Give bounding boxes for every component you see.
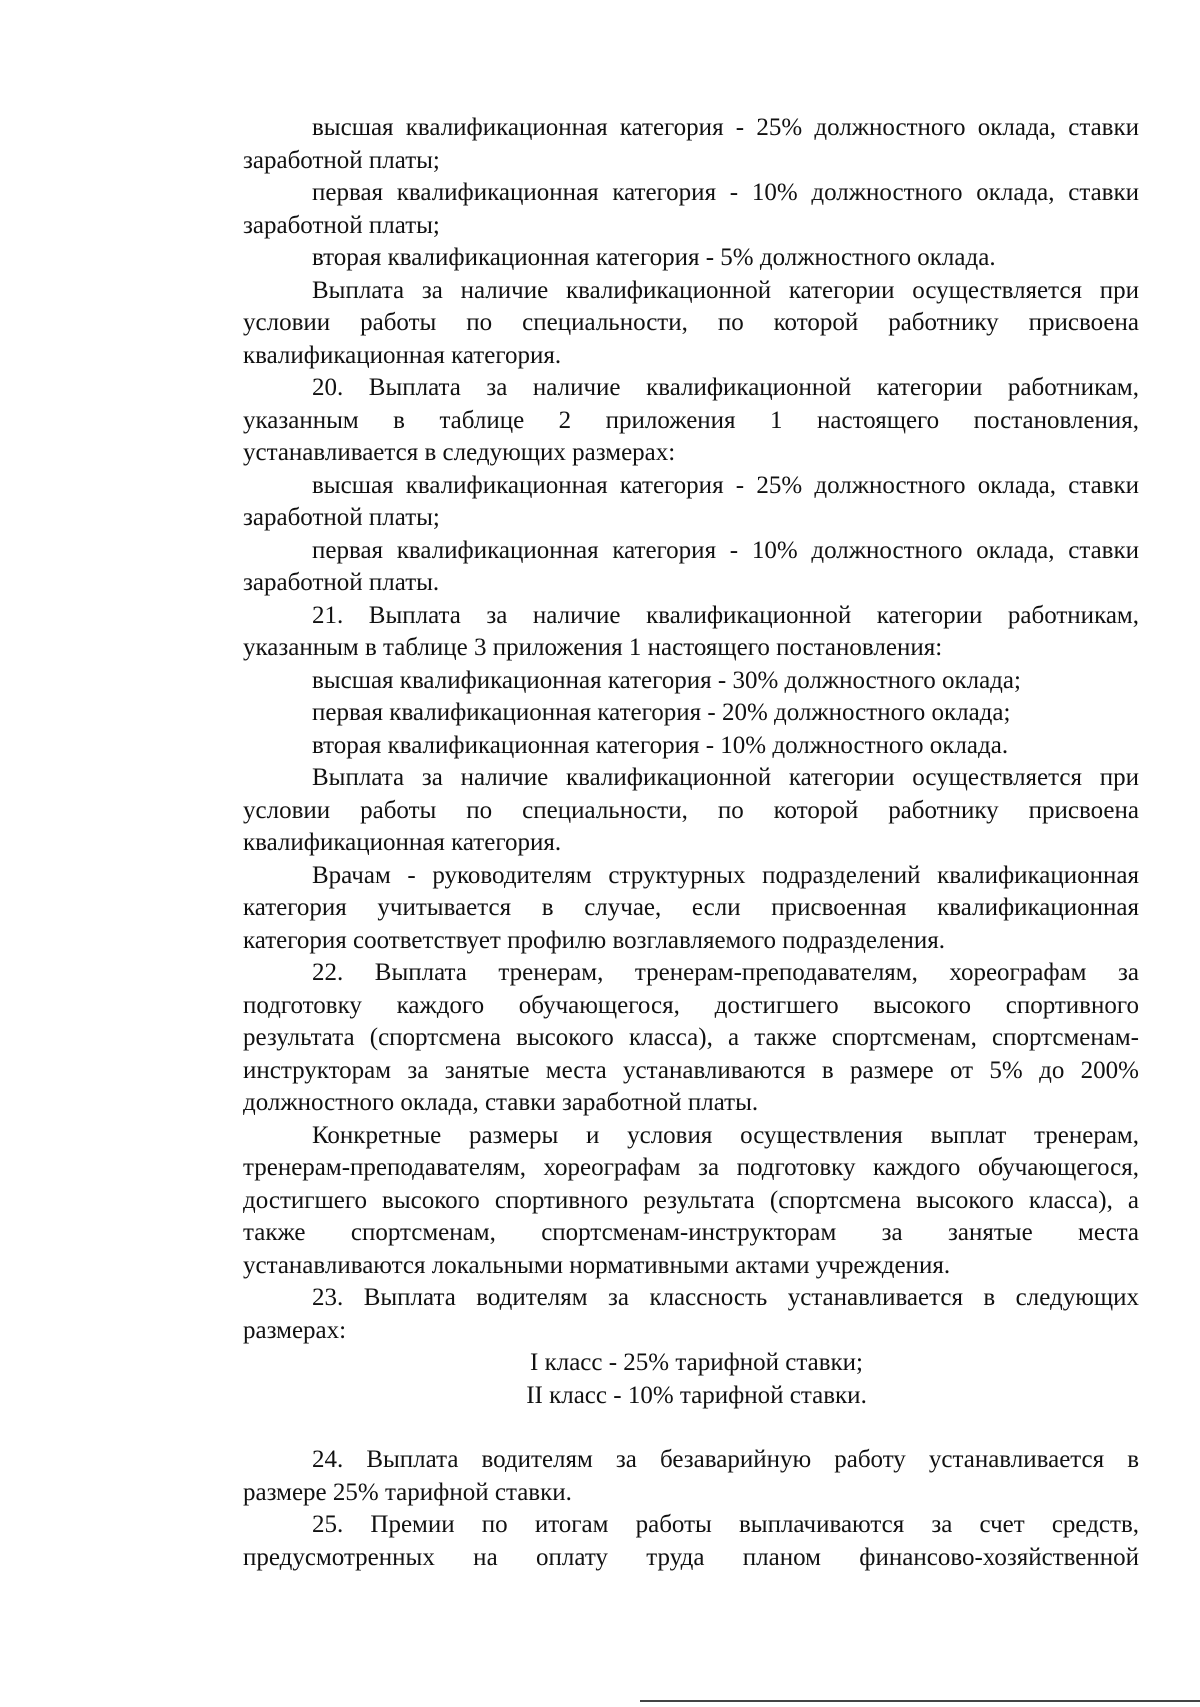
text-line: также спортсменам, спортсменам-инструкторам за занятые места [243,1219,1139,1246]
text-line: 23. Выплата водителям за классность устанавливается в следующих [312,1284,1139,1311]
document-body [174,112,1139,1574]
text-line: должностного оклада, ставки заработной платы. [243,1089,759,1116]
text-line: Выплата за наличие квалификационной категории осуществляется при [312,764,1139,791]
text-line: вторая квалификационная категория - 10% должностного оклада. [312,731,1009,759]
text-line: Выплата за наличие квалификационной категории осуществляется при [312,276,1139,304]
text-line: высшая квалификационная категория - 30% должностного оклада; [312,666,1021,694]
text-line: заработной платы. [243,569,440,596]
paragraph-p7 [174,535,1139,600]
paragraph-p17 [174,1444,1139,1509]
paragraph-p11 [174,730,1139,763]
text-line: заработной платы; [243,504,440,531]
driver-class-line: I класс - 25% тарифной ставки; [530,1349,863,1376]
paragraph-p13 [174,860,1139,958]
text-line: вторая квалификационная категория - 5% должностного оклада. [312,244,996,271]
text-line: размерах: [243,1316,347,1344]
text-line: устанавливаются локальными нормативными актами учреждения. [243,1251,951,1279]
paragraph-p10 [174,697,1139,730]
paragraph-p5 [174,372,1139,470]
text-line: указанным в таблице 3 приложения 1 настоящего постановления: [243,634,943,661]
paragraph-p3 [174,242,1139,275]
text-line: квалификационная категория. [243,341,562,369]
text-line: предусмотренных на оплату труда планом финансово-хозяйственной [243,1543,1139,1571]
text-line: указанным в таблице 2 приложения 1 настоящего постановления, [243,406,1139,434]
text-line: результата (спортсмена высокого класса), а также спортсменам, спортсменам- [243,1024,1139,1051]
text-line: инструкторам за занятые места устанавливаются в размере от 5% до 200% [243,1056,1139,1084]
text-line: тренерам-преподавателям, хореографам за подготовку каждого обучающегося, [243,1154,1139,1181]
text-line: первая квалификационная категория - 10% должностного оклада, ставки [312,536,1139,564]
text-line: подготовку каждого обучающегося, достигшего высокого спортивного [243,991,1139,1019]
paragraph-p9 [174,665,1139,698]
text-line: первая квалификационная категория - 20% должностного оклада; [312,699,1011,726]
text-line: 21. Выплата за наличие квалификационной категории работникам, [312,601,1139,629]
text-line: Врачам - руководителям структурных подразделений квалификационная [312,861,1139,889]
text-line: первая квалификационная категория - 10% должностного оклада, ставки [312,179,1139,206]
text-line: устанавливается в следующих размерах: [243,439,676,466]
text-line: 20. Выплата за наличие квалификационной категории работникам, [312,374,1139,401]
text-line: 22. Выплата тренерам, тренерам-преподавателям, хореографам за [312,959,1139,986]
text-line: высшая квалификационная категория - 25% должностного оклада, ставки [312,471,1139,499]
paragraph-p18 [174,1509,1139,1574]
paragraph-p8 [174,600,1139,665]
text-line: квалификационная категория. [243,829,562,856]
text-line: Конкретные размеры и условия осуществления выплат тренерам, [312,1121,1139,1149]
paragraph-p15 [174,1120,1139,1283]
paragraph-p1 [174,112,1139,177]
driver-class-line: II класс - 10% тарифной ставки. [526,1381,867,1409]
text-line: высшая квалификационная категория - 25% должностного оклада, ставки [312,114,1139,141]
paragraph-p14 [174,957,1139,1120]
text-line: заработной платы; [243,211,440,239]
paragraph-p6 [174,470,1139,535]
paragraph-p12 [174,762,1139,860]
paragraph-p16 [174,1282,1139,1347]
text-line: 25. Премии по итогам работы выплачиваются за счет средств, [312,1511,1139,1538]
text-line: 24. Выплата водителям за безаварийную работу устанавливается в [312,1446,1139,1473]
text-line: категория учитывается в случае, если присвоенная квалификационная [243,894,1139,921]
driver-class-list [174,1347,1139,1412]
paragraph-p4 [174,275,1139,373]
text-line: категория соответствует профилю возглавляемого подразделения. [243,926,946,954]
page-bottom-rule [640,1700,1200,1702]
text-line: размере 25% тарифной ставки. [243,1478,572,1506]
text-line: заработной платы; [243,146,440,174]
paragraph-p2 [174,177,1139,242]
text-line: условии работы по специальности, по которой работнику присвоена [243,309,1139,336]
text-line: условии работы по специальности, по которой работнику присвоена [243,796,1139,824]
spacer [174,1412,1139,1444]
text-line: достигшего высокого спортивного результата (спортсмена высокого класса), а [243,1186,1139,1214]
